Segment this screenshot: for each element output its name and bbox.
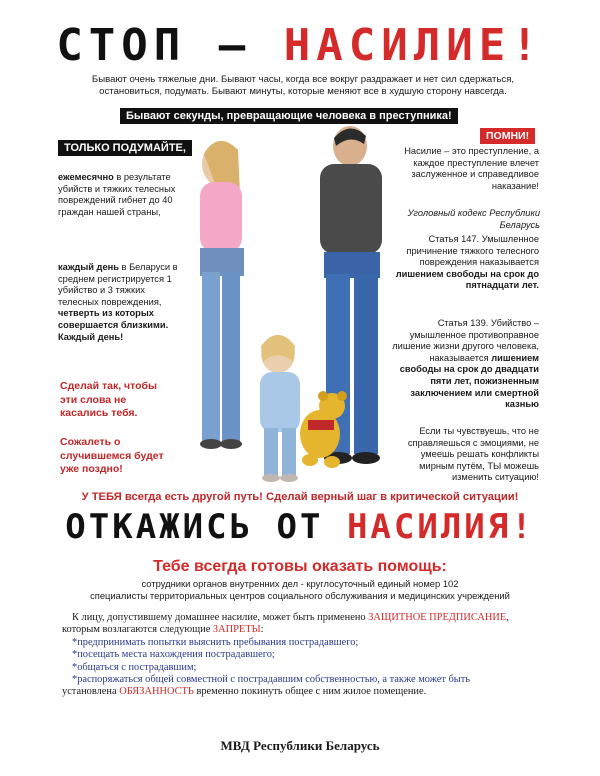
order-bans-label: ЗАПРЕТЫ xyxy=(212,624,261,636)
article-139-penalty: лишением свободы на срок до двадцати пяти лет, пожизненным заключением или смертной казнью xyxy=(399,352,539,410)
stat-daily xyxy=(58,262,178,343)
ban-item-4: *распоряжаться общей совместной с пострадавшим собственностью, а также может быть xyxy=(72,674,471,686)
article-139-text: Статья 139. Убийство – умышленное противоправное лишение жизни другого человека, наказывается xyxy=(392,318,539,363)
article-147-penalty: лишением свободы на срок до пятнадцати лет. xyxy=(395,268,539,291)
ban-item-1: *предпринимать попытки выяснить пребывания пострадавшего; xyxy=(72,636,359,648)
slogan-refuse: ОТКАЖИСЬ ОТ xyxy=(65,507,324,547)
order-bans-intro xyxy=(62,624,552,636)
stat-daily-bold: каждый день xyxy=(58,262,119,272)
order-duty-text: установлена xyxy=(62,686,120,698)
stat-daily-bold2: четверть из которых совершается близкими. xyxy=(58,308,169,330)
order-duty xyxy=(62,686,552,698)
poster-title xyxy=(0,22,600,70)
banner-seconds: Бывают секунды, превращающие человека в преступника! xyxy=(120,108,458,124)
appeal-late: Сожалеть о случившемся будет уже поздно! xyxy=(60,436,164,475)
order-bans-colon: : xyxy=(260,624,264,636)
footer-ministry: МВД Республики Беларусь xyxy=(220,738,380,753)
article-147 xyxy=(392,234,539,292)
order-intro xyxy=(62,612,552,624)
family-photo xyxy=(160,124,410,504)
article-139 xyxy=(392,318,539,411)
order-duty-end: временно покинуть общее с ним жилое помещение. xyxy=(193,686,427,698)
ban-item-3: *общаться с пострадавшим; xyxy=(72,661,197,673)
child-figure xyxy=(260,335,300,482)
appeal-words: Сделай так, чтобы эти слова не касались тебя. xyxy=(60,380,158,419)
order-duty-label: ОБЯЗАННОСТЬ xyxy=(119,686,194,698)
title-stop: СТОП – xyxy=(56,20,252,71)
alternative-path-text: У ТЕБЯ всегда есть другой путь! Сделай верный шаг в критической ситуации! xyxy=(81,491,519,503)
stat-monthly xyxy=(58,172,178,218)
advice-text: Если ты чувствуешь, что не справляешься с эмоциями, не умеешь решать конфликты мирным путём, ТЫ можешь изменить ситуацию! xyxy=(407,426,539,483)
help-police: сотрудники органов внутренних дел - круглосуточный единый номер 102 xyxy=(141,578,459,589)
order-bans-text: которым возлагаются следующие xyxy=(62,624,213,636)
remember-text: Насилие – это преступление, а каждое преступление влечет заслуженное и справедливое наказание! xyxy=(404,146,539,191)
stat-monthly-bold: ежемесячно xyxy=(58,172,114,182)
ban-item-2: *посещать места нахождения пострадавшего; xyxy=(72,649,275,661)
stat-daily-end: Каждый день! xyxy=(58,331,124,342)
title-violence: НАСИЛИЕ! xyxy=(283,20,544,71)
stat-daily-text: в Беларуси в среднем регистрируется 1 убийство и 3 тяжких телесных повреждения, xyxy=(58,262,178,307)
remember-header: ПОМНИ! xyxy=(480,128,535,144)
order-protective-order: ЗАЩИТНОЕ ПРЕДПИСАНИЕ xyxy=(368,612,507,623)
think-header: ТОЛЬКО ПОДУМАЙТЕ, xyxy=(58,140,192,156)
article-147-text: Статья 147. Умышленное причинение тяжкого телесного повреждения наказывается xyxy=(406,234,539,268)
stat-monthly-text: в результате убийств и тяжких телесных повреждений гибнет до 40 граждан нашей страны, xyxy=(58,172,176,217)
order-intro-text: К лицу, допустившему домашнее насилие, может быть применено xyxy=(72,612,369,623)
intro-text: Бывают очень тяжелые дни. Бывают часы, когда все вокруг раздражает и нет сил сдержаться, остановиться, подумать. Бывают минуты, которые меняют все в худшую сторону навсегда. xyxy=(91,74,515,97)
criminal-code-title-text: Уголовный кодекс Республики Беларусь xyxy=(407,208,540,230)
order-intro-comma: , xyxy=(506,612,509,623)
slogan-violence: НАСИЛИЯ! xyxy=(346,507,535,547)
woman-figure xyxy=(200,141,244,449)
help-title: Тебе всегда готовы оказать помощь: xyxy=(153,558,447,575)
criminal-code-title xyxy=(400,208,540,231)
help-centers: специалисты территориальных центров социального обслуживания и медицинских учреждений xyxy=(90,590,510,601)
protective-order xyxy=(62,612,552,699)
slogan xyxy=(0,505,600,549)
